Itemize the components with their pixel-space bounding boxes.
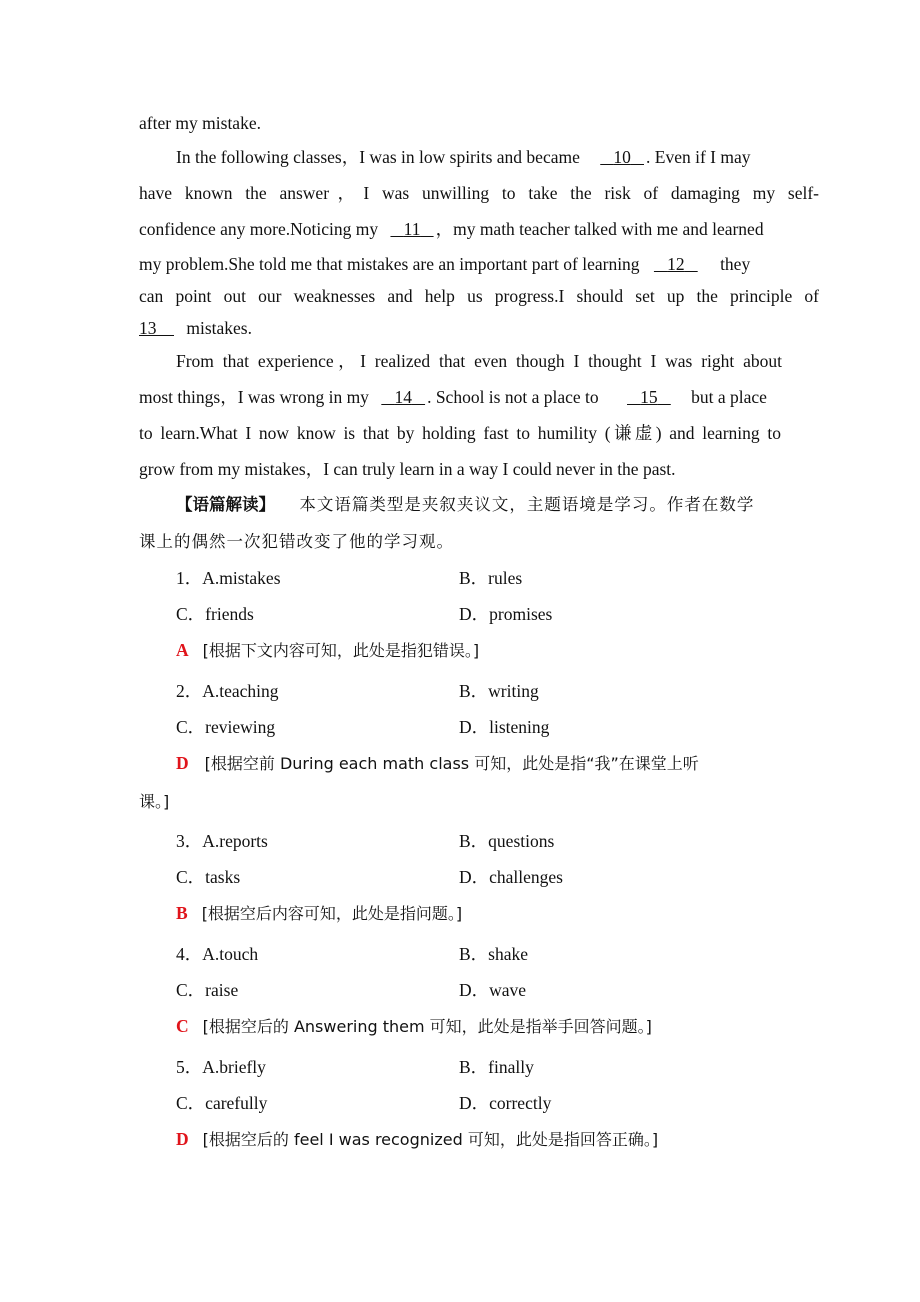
blank-10: 10: [613, 147, 631, 167]
blank-11: 11: [403, 219, 421, 239]
passage-line: most things，I was wrong in my 14 . School is not a place to 15 but a place: [139, 387, 767, 407]
question-5-option-d: D．correctly: [459, 1093, 552, 1113]
question-4-answer: C [根据空后的 Answering them 可知，此处是指举手回答问题。]: [176, 1016, 652, 1036]
question-2-option-c: C．reviewing: [176, 717, 276, 737]
question-1-option-a: 1．A.mistakes: [176, 568, 281, 588]
question-1-option-c: C．friends: [176, 604, 254, 624]
question-2-answer-cont: 课。]: [139, 792, 170, 811]
question-5-answer: D [根据空后的 feel I was recognized 可知，此处是指回答正确。]: [176, 1129, 659, 1149]
passage-line: have known the answer，I was unwilling to take the risk of damaging my self-: [139, 183, 819, 203]
question-4-option-a: 4．A.touch: [176, 944, 259, 964]
question-2-option-a: 2．A.teaching: [176, 681, 279, 701]
question-5-option-a: 5．A.briefly: [176, 1057, 266, 1077]
question-3-option-c: C．tasks: [176, 867, 241, 887]
passage-line: to learn.What I now know is that by holding fast to humility (谦虚) and learning to: [139, 423, 781, 443]
analysis-line: 【语篇解读】 本文语篇类型是夹叙夹议文，主题语境是学习。作者在数学: [176, 495, 755, 514]
passage-line: grow from my mistakes，I can truly learn in a way I could never in the past.: [139, 459, 676, 479]
question-3-option-d: D．challenges: [459, 867, 563, 887]
question-3-option-b: B．questions: [459, 831, 555, 851]
analysis-line: 课上的偶然一次犯错改变了他的学习观。: [139, 532, 454, 551]
passage-line: In the following classes，I was in low spirits and became 10 . Even if I may: [176, 147, 751, 167]
question-5-option-c: C．carefully: [176, 1093, 268, 1113]
question-3-answer: B [根据空后内容可知，此处是指问题。]: [176, 903, 463, 923]
question-1-option-b: B．rules: [459, 568, 523, 588]
question-2-option-b: B．writing: [459, 681, 539, 701]
passage-line: after my mistake.: [139, 113, 261, 133]
question-2-answer: D [根据空前 During each math class 可知，此处是指“我”在课堂上听: [176, 753, 699, 773]
passage-line: can point out our weaknesses and help us progress.I should set up the principle of: [139, 286, 819, 306]
question-4-option-c: C．raise: [176, 980, 239, 1000]
blank-15: 15: [640, 387, 658, 407]
passage-line: my problem.She told me that mistakes are an important part of learning 12 they: [139, 254, 751, 274]
passage-line: From that experience，I realized that even though I thought I was right about: [176, 351, 782, 371]
blank-13: 13: [139, 318, 157, 338]
blank-14: 14: [394, 387, 412, 407]
passage-line: confidence any more.Noticing my 11 ，my math teacher talked with me and learned: [139, 219, 764, 239]
question-4-option-b: B．shake: [459, 944, 529, 964]
question-5-option-b: B．finally: [459, 1057, 534, 1077]
blank-12: 12: [667, 254, 685, 274]
passage-line: 13 mistakes.: [139, 318, 252, 338]
question-4-option-d: D．wave: [459, 980, 527, 1000]
analysis-label: 【语篇解读】: [176, 495, 275, 514]
question-3-option-a: 3．A.reports: [176, 831, 268, 851]
question-1-answer: A [根据下文内容可知，此处是指犯错误。]: [176, 640, 480, 660]
question-1-option-d: D．promises: [459, 604, 553, 624]
question-2-option-d: D．listening: [459, 717, 550, 737]
